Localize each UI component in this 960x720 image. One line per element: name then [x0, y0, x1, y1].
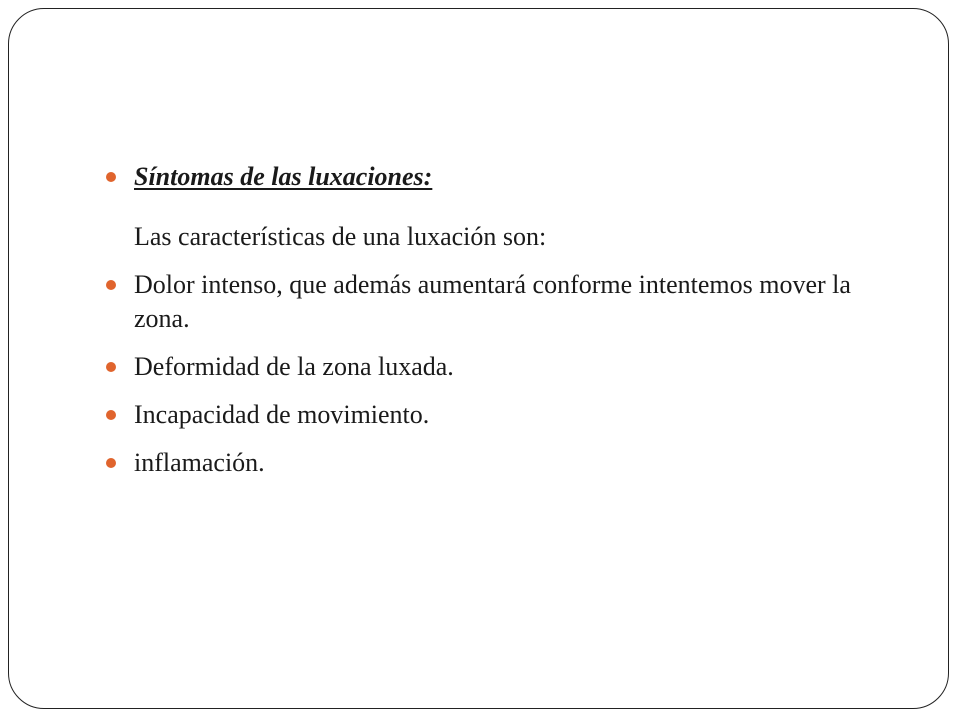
- list-item: [106, 398, 886, 432]
- bullet-dot-icon: [106, 280, 116, 290]
- list-item-text: inflamación.: [134, 448, 265, 477]
- slide-content: [106, 160, 886, 494]
- slide-heading: Síntomas de las luxaciones:: [134, 162, 433, 191]
- bullet-dot-icon: [106, 410, 116, 420]
- bullet-dot-icon: [106, 458, 116, 468]
- list-item-text: Dolor intenso, que además aumentará conforme intentemos mover la zona.: [134, 270, 851, 333]
- list-item: [106, 350, 886, 384]
- list-item: [106, 446, 886, 480]
- bullet-dot-icon: [106, 172, 116, 182]
- heading-row: [106, 160, 886, 194]
- intro-row: [106, 220, 886, 254]
- intro-text: Las características de una luxación son:: [134, 222, 547, 251]
- bullet-dot-icon: [106, 362, 116, 372]
- list-item-text: Deformidad de la zona luxada.: [134, 352, 454, 381]
- list-item: [106, 268, 886, 336]
- list-item-text: Incapacidad de movimiento.: [134, 400, 430, 429]
